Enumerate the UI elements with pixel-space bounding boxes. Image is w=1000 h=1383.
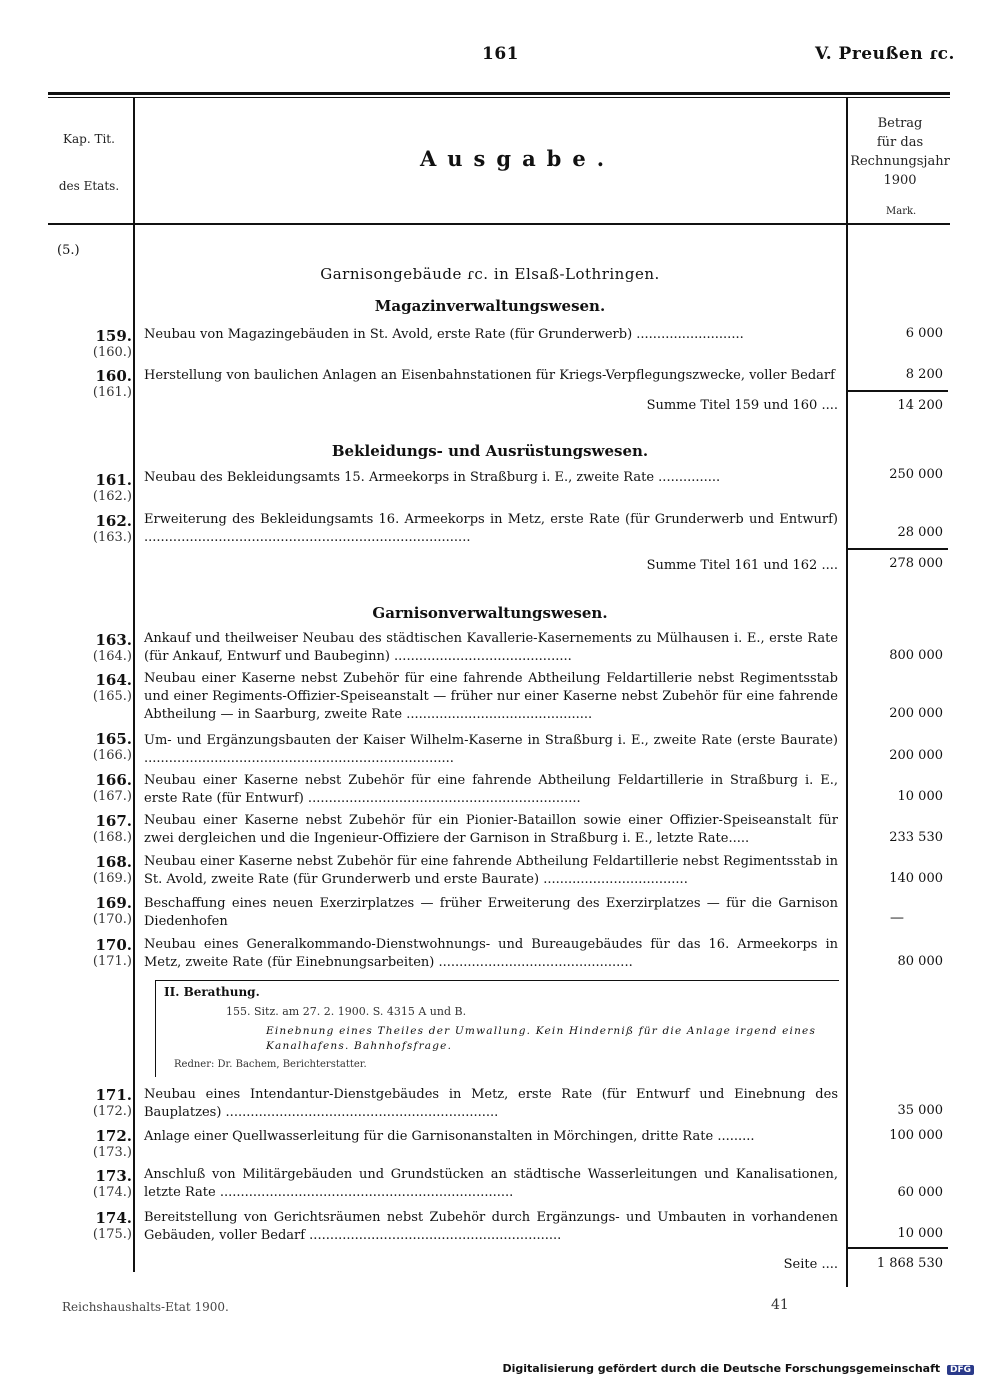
old-title-number: (161.) [92,385,132,400]
entry-text: Neubau einer Kaserne nebst Zubehör für ein Pionier-Bataillon sowie einer Offizier-Speiseanstalt für zwei dergleichen und die Ingenieur-Offiziere der Garnison in Straßburg i. E., letzte Rate..... [144,813,838,846]
running-title: V. Preußen ɾc. [815,44,955,64]
entry-text: Bereitstellung von Gerichtsräumen nebst Zubehör durch Ergänzungs- und Umbauten in vorhandenen Gebäuden, voller Bedarf ............................................................. [144,1210,838,1243]
old-title-number: (167.) [92,789,132,804]
entry-text: Neubau einer Kaserne nebst Zubehör für eine fahrende Abtheilung Feldartillerie nebst Regimentsstab in St. Avold, zweite Rate (für Grunderwerb und erste Baurate) ................................... [144,854,838,887]
section-title: Magazinverwaltungswesen. [374,297,606,315]
sum-label: Summe Titel 161 und 162 .... [646,558,838,573]
dfg-logo-icon: DFG [947,1365,974,1375]
main-title: Garnisongebäude ɾc. in Elsaß-Lothringen. [320,265,660,283]
title-number: 170. [95,936,132,954]
entry-amount: 10 000 [897,789,943,804]
entry-amount: 35 000 [897,1103,943,1118]
title-number: 173. [95,1167,132,1185]
old-title-number: (165.) [92,689,132,704]
entry-text: Herstellung von baulichen Anlagen an Eisenbahnstationen für Kriegs-Verpflegungszwecke, voller Bedarf [144,368,835,383]
entry-text: Neubau des Bekleidungsamts 15. Armeekorps in Straßburg i. E., zweite Rate ............... [144,470,721,485]
old-title-number: (160.) [92,345,132,360]
entry-text: Neubau einer Kaserne nebst Zubehör für eine fahrende Abtheilung Feldartillerie in Straßburg i. E., erste Rate (für Entwurf) .................................................................. [144,773,838,806]
entry-amount: 80 000 [897,954,943,969]
entry-amount: 140 000 [889,871,943,886]
berathung-description: Einebnung eines Theiles der Umwallung. Kein Hinderniß für die Anlage irgend eines Kanalhafens. Bahnhofsfrage. [266,1025,817,1052]
entry-text: Neubau eines Intendantur-Dienstgebäudes in Metz, erste Rate (für Entwurf und Einebnung des Bauplatzes) .................................................................. [144,1087,838,1120]
old-title-number: (173.) [92,1145,132,1160]
title-number: 165. [95,730,132,748]
berathung-box [155,980,839,1077]
section-title: Garnisonverwaltungswesen. [372,604,608,622]
betrag-heading [850,114,950,190]
berathung-speaker: Redner: Dr. Bachem, Berichterstatter. [174,1059,367,1070]
old-title-number: (172.) [92,1104,132,1119]
title-number: 160. [95,367,132,385]
betrag-line: Betrag [877,116,923,131]
entry-text: Neubau von Magazingebäuden in St. Avold, erste Rate (für Grunderwerb) .......................... [144,327,744,342]
page-number: 161 [482,44,519,64]
left-column-rule [133,97,135,1272]
top-rule [48,92,950,95]
sum-label: Summe Titel 159 und 160 .... [646,398,838,413]
entry-amount: 60 000 [897,1185,943,1200]
old-title-number: (171.) [92,954,132,969]
header-bottom-rule [48,223,950,225]
berathung-title: II. Berathung. [164,985,260,999]
entry-text: Um- und Ergänzungsbauten der Kaiser Wilhelm-Kaserne in Straßburg i. E., zweite Rate (erste Baurate) ........................................................................... [144,733,838,766]
sum-rule [848,548,948,550]
page-total-label: Seite .... [783,1257,838,1272]
dfg-credit [502,1362,974,1375]
title-number: 163. [95,631,132,649]
old-title-number: (162.) [92,489,132,504]
chapter-ref: (5.) [57,243,80,258]
old-title-number: (163.) [92,530,132,545]
title-number: 168. [95,853,132,871]
ausgabe-heading: Ausgabe. [420,146,616,171]
entry-amount: 6 000 [905,326,943,341]
footer-source: Reichshaushalts-Etat 1900. [62,1300,229,1314]
old-title-number: (175.) [92,1227,132,1242]
old-title-number: (170.) [92,912,132,927]
betrag-line: für das [876,135,924,150]
des-etats-label: des Etats. [58,179,120,193]
title-number: 159. [95,327,132,345]
sum-amount: 14 200 [897,398,943,413]
unit-label: Mark. [886,206,917,217]
betrag-line: Rechnungsjahr [850,154,950,169]
sum-amount: 278 000 [889,556,943,571]
title-number: 169. [95,894,132,912]
title-number: 164. [95,671,132,689]
entry-text: Anlage einer Quellwasserleitung für die Garnisonanstalten in Mörchingen, dritte Rate ......... [144,1129,755,1144]
entry-amount: 10 000 [897,1226,943,1241]
old-title-number: (168.) [92,830,132,845]
top-rule-thin [48,97,950,98]
entry-amount: 200 000 [889,748,943,763]
entry-amount: — [890,910,904,926]
entry-amount: 250 000 [889,467,943,482]
entry-amount: 8 200 [905,367,943,382]
kap-tit-label: Kap. Tit. [63,132,115,146]
entry-text: Neubau eines Generalkommando-Dienstwohnungs- und Bureaugebäudes für das 16. Armeekorps in Metz, zweite Rate (für Einebnungsarbeiten) ............................................... [144,937,838,970]
entry-amount: 200 000 [889,706,943,721]
entry-text: Ankauf und theilweiser Neubau des städtischen Kavallerie-Kasernements zu Mülhausen i. E., erste Rate (für Ankauf, Entwurf und Baubeginn) ........................................... [144,631,838,664]
section-title: Bekleidungs- und Ausrüstungswesen. [331,442,649,460]
entry-amount: 800 000 [889,648,943,663]
dfg-credit-text: Digitalisierung gefördert durch die Deutsche Forschungsgemeinschaft [502,1362,941,1375]
title-number: 167. [95,812,132,830]
footer-sheet-number: 41 [771,1297,789,1313]
entry-amount: 100 000 [889,1128,943,1143]
title-number: 174. [95,1209,132,1227]
old-title-number: (166.) [92,748,132,763]
old-title-number: (169.) [92,871,132,886]
sum-rule [848,390,948,392]
entry-amount: 28 000 [897,525,943,540]
entry-text: Neubau einer Kaserne nebst Zubehör für eine fahrende Abtheilung Feldartillerie nebst Regimentsstab und einer Regiments-Offizier-Speiseanstalt — früher nur einer Kaserne nebst Zubehör für eine fahrende Abtheilung — in Saarburg, zweite Rate ............................................. [144,671,838,722]
title-number: 171. [95,1086,132,1104]
berathung-sitting: 155. Sitz. am 27. 2. 1900. S. 4315 A und B. [226,1005,467,1018]
entry-amount: 233 530 [889,830,943,845]
total-rule [848,1247,948,1249]
title-number: 166. [95,771,132,789]
title-number: 161. [95,471,132,489]
entry-text: Beschaffung eines neuen Exerzirplatzes — früher Erweiterung des Exerzirplatzes — für die Garnison Diedenhofen [144,896,838,929]
title-number: 162. [95,512,132,530]
page-total-amount: 1 868 530 [876,1256,943,1271]
old-title-number: (164.) [92,649,132,664]
entry-text: Anschluß von Militärgebäuden und Grundstücken an städtische Wasserleitungen und Kanalisationen, letzte Rate ....................................................................... [144,1167,838,1200]
old-title-number: (174.) [92,1185,132,1200]
title-number: 172. [95,1127,132,1145]
betrag-line: 1900 [883,173,917,188]
entry-text: Erweiterung des Bekleidungsamts 16. Armeekorps in Metz, erste Rate (für Grunderwerb und Entwurf) ............................................................................... [144,512,838,545]
